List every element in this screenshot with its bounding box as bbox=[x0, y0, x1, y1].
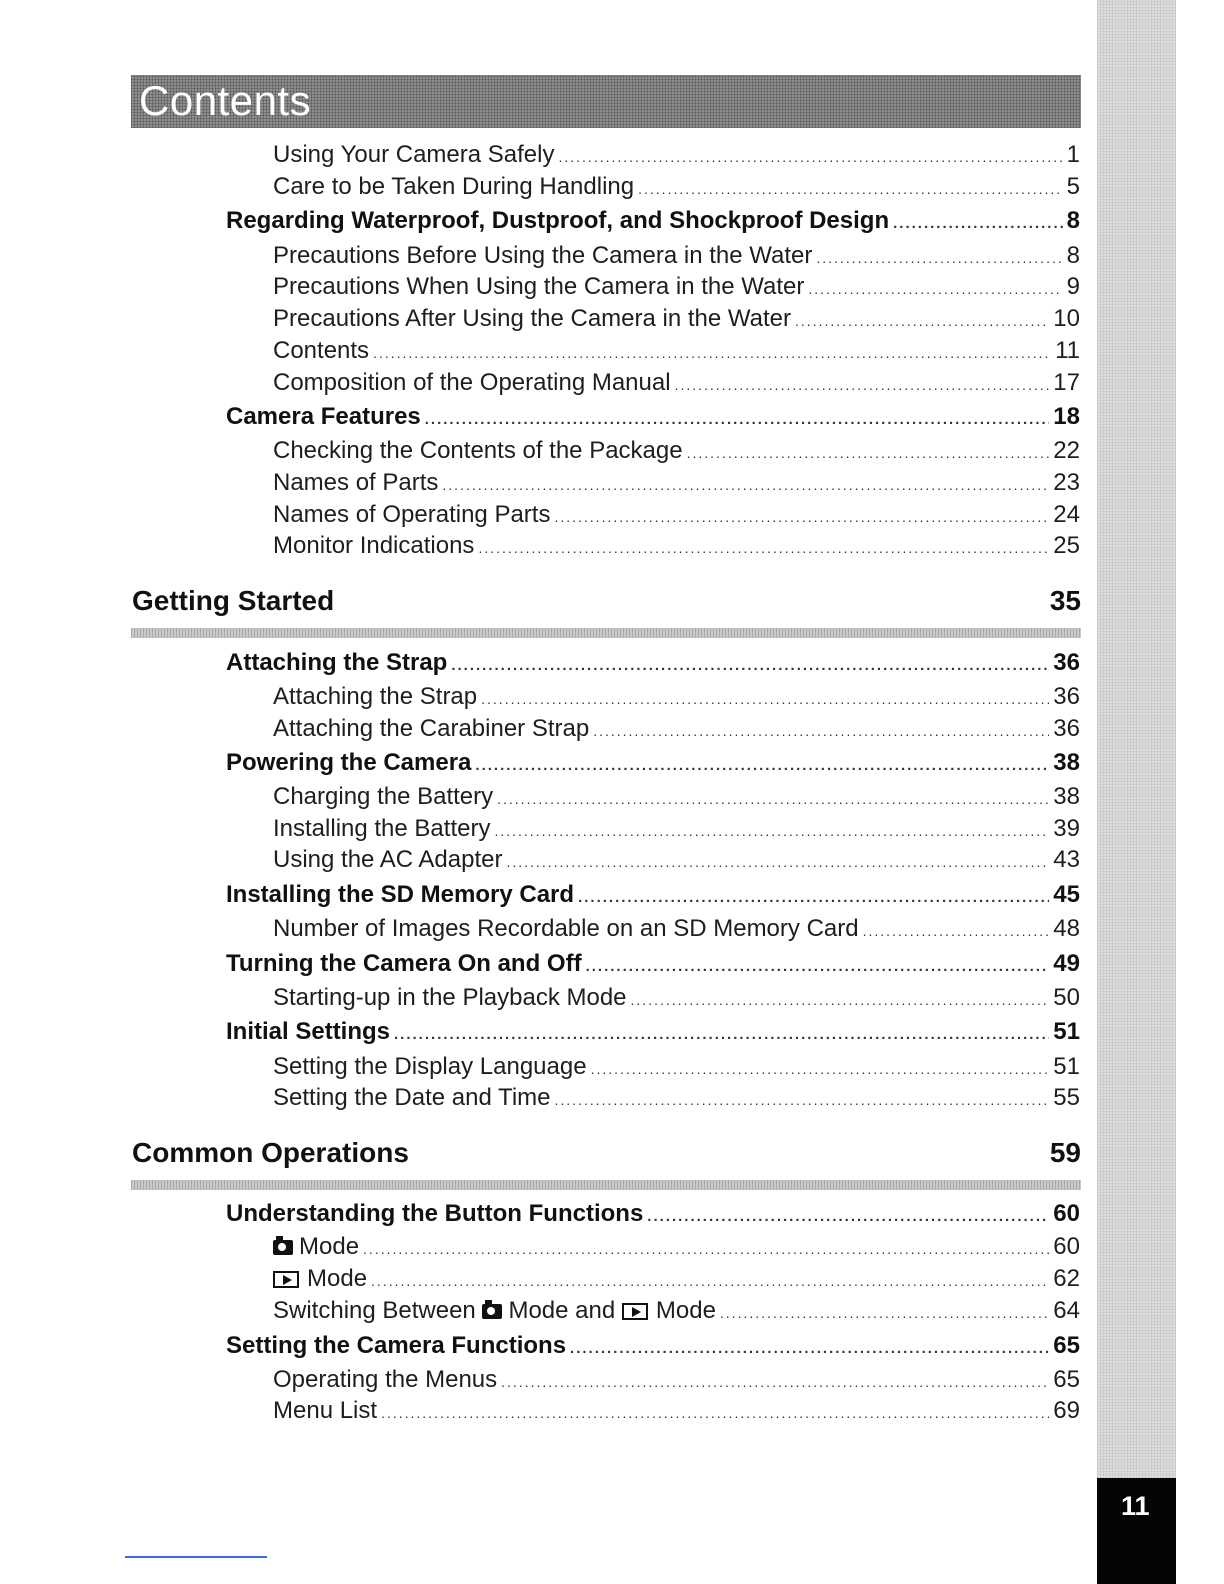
playback-icon bbox=[273, 1271, 299, 1288]
toc-entry[interactable]: Precautions When Using the Camera in the Water ..... 9 bbox=[273, 273, 1080, 307]
camera-icon bbox=[482, 1304, 502, 1319]
toc-entry[interactable]: Starting-up in the Playback Mode ..... 50 bbox=[273, 984, 1080, 1018]
toc-entry[interactable]: Number of Images Recordable on an SD Memory Card ..... 48 bbox=[273, 915, 1080, 949]
toc-entry[interactable]: Mode ..... 62 bbox=[273, 1265, 1080, 1299]
toc-section[interactable]: Installing the SD Memory Card ..... 45 bbox=[226, 881, 1080, 915]
toc-entry[interactable]: Setting the Display Language ..... 51 bbox=[273, 1053, 1080, 1087]
chapter-rule bbox=[131, 1180, 1081, 1190]
toc-entry[interactable]: Menu List ..... 69 bbox=[273, 1397, 1080, 1431]
toc-entry[interactable]: Using the AC Adapter ..... 43 bbox=[273, 846, 1080, 880]
toc-entry[interactable]: Installing the Battery ..... 39 bbox=[273, 815, 1080, 849]
toc-section[interactable]: Regarding Waterproof, Dustproof, and Shockproof Design ..... 8 bbox=[226, 207, 1080, 241]
toc-entry[interactable]: Switching Between Mode and Mode ..... 64 bbox=[273, 1297, 1080, 1331]
toc-entry[interactable]: Charging the Battery ..... 38 bbox=[273, 783, 1080, 817]
toc-entry[interactable]: Names of Parts ..... 23 bbox=[273, 469, 1080, 503]
side-strip bbox=[1097, 0, 1176, 1478]
footer-line bbox=[125, 1556, 267, 1558]
title-banner bbox=[131, 75, 1081, 128]
toc-section[interactable]: Powering the Camera ..... 38 bbox=[226, 749, 1080, 783]
toc-entry[interactable]: Checking the Contents of the Package ..... 22 bbox=[273, 437, 1080, 471]
playback-icon bbox=[622, 1303, 648, 1320]
page-number-tab bbox=[1097, 1478, 1176, 1584]
toc-entry[interactable]: Attaching the Strap ..... 36 bbox=[273, 683, 1080, 717]
toc-entry[interactable]: Setting the Date and Time ..... 55 bbox=[273, 1084, 1080, 1118]
toc-section[interactable]: Camera Features ..... 18 bbox=[226, 403, 1080, 437]
toc-entry[interactable]: Names of Operating Parts ..... 24 bbox=[273, 501, 1080, 535]
toc-section[interactable]: Setting the Camera Functions ..... 65 bbox=[226, 1332, 1080, 1366]
chapter-heading[interactable]: Getting Started 35 bbox=[132, 585, 1081, 616]
toc-section[interactable]: Initial Settings ..... 51 bbox=[226, 1018, 1080, 1052]
toc-entry[interactable]: Precautions Before Using the Camera in the Water ..... 8 bbox=[273, 242, 1080, 276]
chapter-heading[interactable]: Common Operations 59 bbox=[132, 1137, 1081, 1168]
toc-entry[interactable]: Monitor Indications ..... 25 bbox=[273, 532, 1080, 566]
toc-section[interactable]: Turning the Camera On and Off ..... 49 bbox=[226, 950, 1080, 984]
toc-section[interactable]: Attaching the Strap ..... 36 bbox=[226, 649, 1080, 683]
toc-entry[interactable]: Composition of the Operating Manual ..... 17 bbox=[273, 369, 1080, 403]
toc-entry[interactable]: Attaching the Carabiner Strap ..... 36 bbox=[273, 715, 1080, 749]
toc-entry[interactable]: Operating the Menus ..... 65 bbox=[273, 1366, 1080, 1400]
toc-entry[interactable]: Using Your Camera Safely ..... 1 bbox=[273, 141, 1080, 175]
camera-icon bbox=[273, 1240, 293, 1255]
page-title: Contents bbox=[139, 77, 312, 124]
toc-section[interactable]: Understanding the Button Functions ..... 60 bbox=[226, 1200, 1080, 1234]
toc-entry[interactable]: Contents ..... 11 bbox=[273, 337, 1080, 371]
toc-entry[interactable]: Care to be Taken During Handling ..... 5 bbox=[273, 173, 1080, 207]
chapter-rule bbox=[131, 628, 1081, 638]
toc-entry[interactable]: Precautions After Using the Camera in the Water ..... 10 bbox=[273, 305, 1080, 339]
page-number: 11 bbox=[1121, 1491, 1150, 1521]
toc-entry[interactable]: Mode ..... 60 bbox=[273, 1233, 1080, 1267]
